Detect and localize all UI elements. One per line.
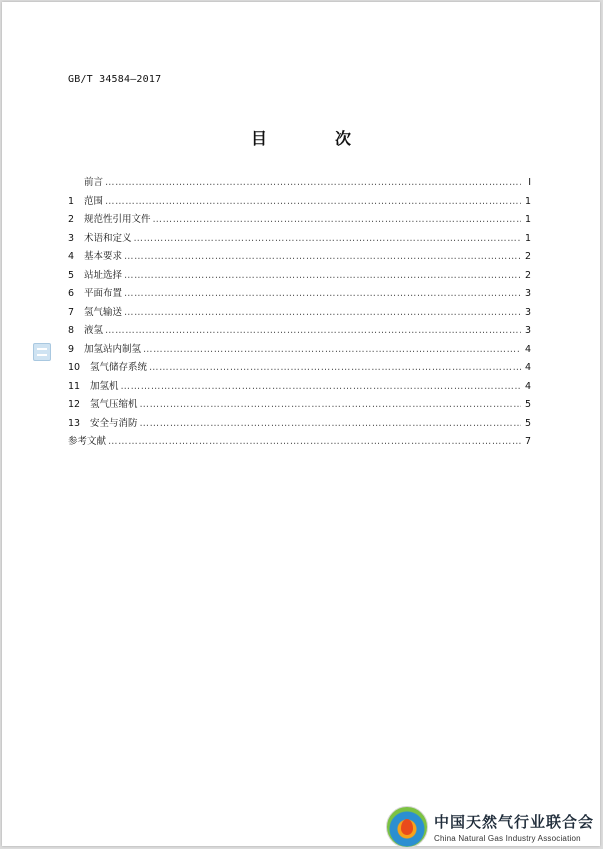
toc-page-number: 5 — [524, 417, 531, 429]
toc-page-number: 5 — [524, 399, 531, 410]
toc-label: 站址选择 — [84, 269, 123, 281]
toc-leader-dots — [153, 211, 521, 230]
toc-leader-dots — [124, 267, 521, 286]
toc-number: 9 — [68, 343, 75, 355]
toc-label: 规范性引用文件 — [84, 214, 151, 225]
toc-number: 12 — [68, 399, 81, 410]
flame-icon — [401, 819, 413, 835]
toc-page-number: 3 — [524, 288, 531, 299]
toc-leader-dots — [143, 341, 521, 360]
toc-label: 平面布置 — [84, 288, 123, 299]
toc-leader-dots — [105, 193, 521, 212]
toc-label: 参考文献 — [68, 436, 107, 447]
toc-page-number: 3 — [524, 306, 531, 318]
toc-label: 范围 — [84, 195, 104, 207]
association-watermark — [386, 806, 600, 848]
toc-entry-11[interactable] — [68, 378, 531, 397]
toc-number: 6 — [68, 288, 75, 299]
toc-page-number: 2 — [524, 269, 531, 281]
table-of-contents — [68, 174, 531, 452]
toc-page-number: 1 — [524, 214, 531, 225]
association-name-en: China Natural Gas Industry Association — [434, 834, 581, 843]
toc-number: 13 — [68, 417, 81, 429]
toc-entry-4[interactable] — [68, 248, 531, 267]
toc-label: 加氢站内制氢 — [84, 343, 142, 355]
toc-number: 11 — [68, 380, 81, 392]
toc-page-number: Ⅰ — [528, 177, 531, 188]
toc-page-number: 3 — [524, 325, 531, 336]
page-title: 目 次 — [250, 129, 377, 148]
toc-page-number: 4 — [524, 343, 531, 355]
toc-leader-dots — [105, 322, 521, 341]
toc-entry-9[interactable] — [68, 341, 531, 360]
toc-number: 5 — [68, 269, 75, 281]
flame-logo-icon — [386, 806, 428, 848]
toc-number: 4 — [68, 251, 75, 262]
toc-label: 安全与消防 — [90, 417, 138, 429]
toc-leader-dots — [134, 230, 521, 249]
toc-page-number: 1 — [524, 232, 531, 244]
toc-entry-3[interactable] — [68, 230, 531, 249]
toc-label: 氢气储存系统 — [90, 362, 148, 373]
toc-page-number: 7 — [524, 436, 531, 447]
toc-label: 加氢机 — [90, 380, 119, 392]
toc-entry-10[interactable] — [68, 359, 531, 378]
toc-entry-7[interactable] — [68, 304, 531, 323]
toc-page-number: 4 — [524, 362, 531, 373]
toc-entry-6[interactable] — [68, 285, 531, 304]
toc-label: 液氢 — [84, 325, 104, 336]
toc-page-number: 4 — [524, 380, 531, 392]
toc-number: 2 — [68, 214, 75, 225]
toc-leader-dots — [140, 396, 521, 415]
toc-leader-dots — [121, 378, 521, 397]
toc-label: 氢气输送 — [84, 306, 123, 318]
toc-page-number: 2 — [524, 251, 531, 262]
toc-entry-2[interactable] — [68, 211, 531, 230]
toc-label: 前言 — [84, 177, 104, 188]
association-name — [434, 811, 594, 843]
toc-leader-dots — [140, 415, 521, 434]
toc-number: 7 — [68, 306, 75, 318]
toc-page-number: 1 — [524, 195, 531, 207]
toc-entry-1[interactable] — [68, 193, 531, 212]
toc-label: 氢气压缩机 — [90, 399, 138, 410]
document-page — [2, 2, 600, 846]
toc-leader-dots — [149, 359, 521, 378]
toc-label: 术语和定义 — [84, 232, 132, 244]
side-panel-toggle-icon[interactable] — [33, 343, 51, 361]
menu-lines-icon — [37, 348, 47, 356]
toc-entry-13[interactable] — [68, 415, 531, 434]
toc-number: 3 — [68, 232, 75, 244]
toc-number: 1 — [68, 195, 75, 207]
toc-number: 10 — [68, 362, 81, 373]
toc-leader-dots — [124, 304, 521, 323]
toc-leader-dots — [105, 174, 521, 193]
association-name-cn: 中国天然气行业联合会 — [434, 813, 595, 831]
toc-entry-foreword[interactable] — [68, 174, 531, 193]
toc-entry-5[interactable] — [68, 267, 531, 286]
standard-code: GB/T 34584—2017 — [68, 74, 162, 85]
toc-leader-dots — [108, 433, 521, 452]
toc-leader-dots — [124, 248, 521, 267]
toc-number: 8 — [68, 325, 75, 336]
toc-entry-references[interactable] — [68, 433, 531, 452]
toc-leader-dots — [124, 285, 521, 304]
toc-label: 基本要求 — [84, 251, 123, 262]
toc-entry-12[interactable] — [68, 396, 531, 415]
toc-entry-8[interactable] — [68, 322, 531, 341]
